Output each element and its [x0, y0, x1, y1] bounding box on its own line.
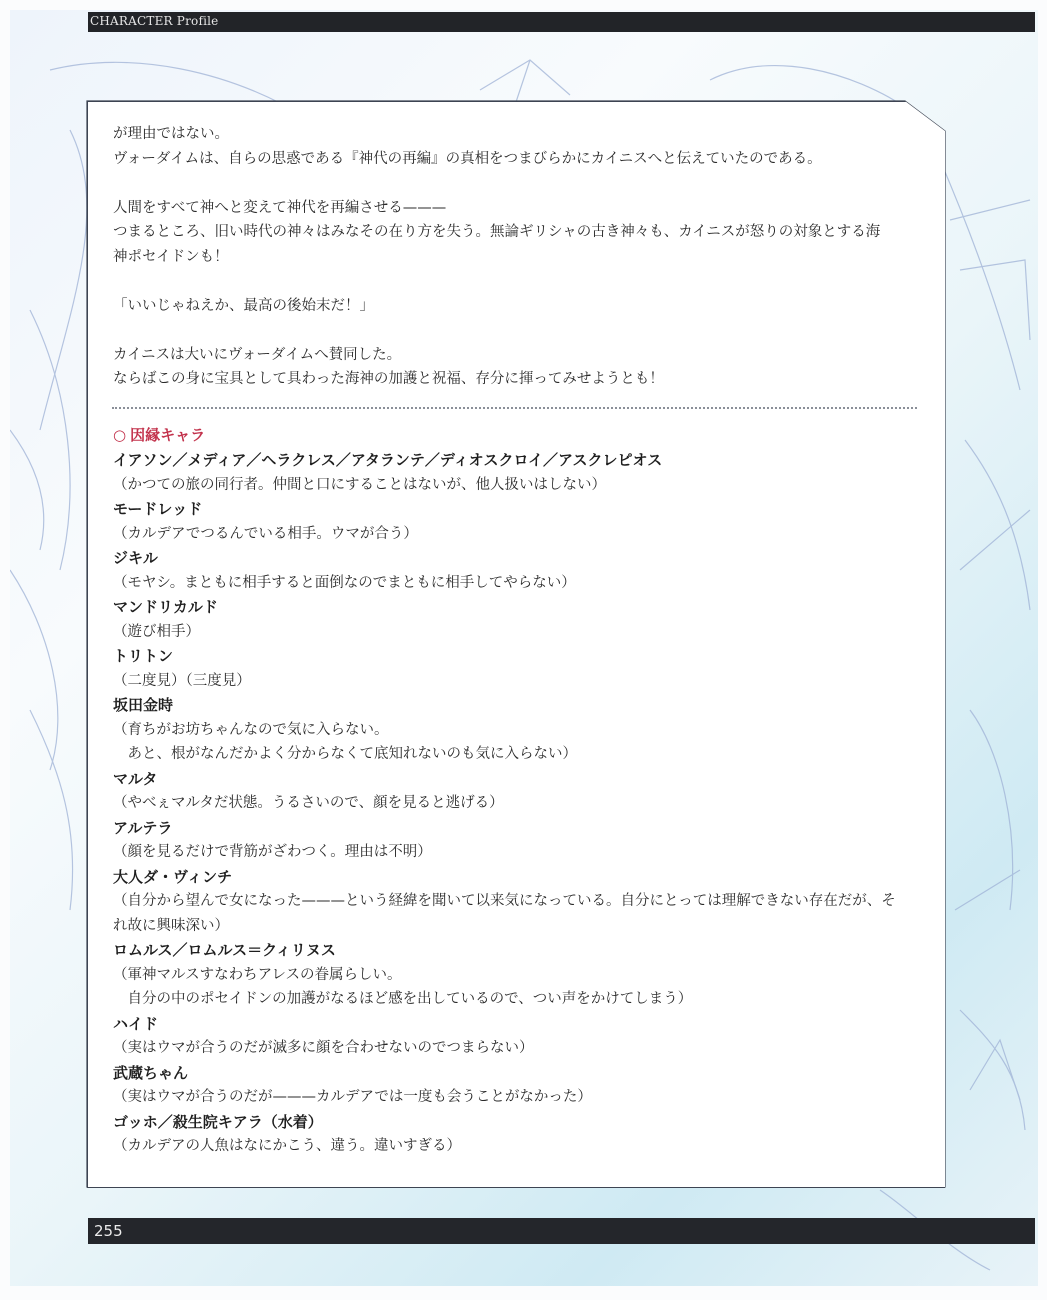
relation-name: 武蔵ちゃん [113, 1063, 189, 1082]
body-line: 神ポセイドンも！ [113, 248, 229, 265]
story-text [113, 122, 923, 392]
body-line: ならばこの身に宝具として具わった海神の加護と祝福、存分に揮ってみせようとも！ [113, 371, 664, 387]
relation-note: （二度見）（三度見） [113, 672, 251, 689]
relation-note: （顔を見るだけで背筋がざわつく。理由は不明） [113, 844, 432, 860]
relation-name: 坂田金時 [113, 696, 174, 714]
relation-note: （カルデアでつるんでいる相手。ウマが合う） [113, 525, 418, 542]
dotted-divider [112, 407, 917, 409]
relation-note: （軍神マルスすなわちアレスの眷属らしい。 [113, 966, 402, 983]
relation-note: （実はウマが合うのだが———カルデアでは一度も会うことがなかった） [113, 1089, 592, 1105]
body-line: 「いいじゃねえか、最高の後始末だ！」 [113, 297, 374, 314]
footer-bar [88, 1218, 1035, 1244]
body-line: カイニスは大いにヴォーダイムへ賛同した。 [113, 346, 402, 363]
page-number: 255 [94, 1222, 123, 1240]
relation-note: （育ちがお坊ちゃんなので気に入らない。 [113, 721, 389, 738]
relation-note: 自分の中のポセイドンの加護がなるほど感を出しているので、つい声をかけてしまう） [113, 991, 693, 1007]
relation-name: ジキル [113, 549, 158, 567]
relation-name: マンドリカルド [113, 598, 218, 616]
body-line: つまるところ、旧い時代の神々はみなその在り方を失う。無論ギリシャの古き神々も、カイニスが怒りの対象とする海 [113, 224, 881, 240]
relations-list [113, 448, 928, 1159]
body-line: ヴォーダイムは、自らの思惑である『神代の再編』の真相をつまびらかにカイニスへと伝えていたのである。 [113, 150, 822, 167]
paragraph-gap [113, 171, 923, 196]
relations-section [113, 424, 928, 1159]
relation-name: トリトン [113, 647, 174, 665]
relation-note: れ故に興味深い） [113, 917, 229, 934]
relation-note: （モヤシ。まともに相手すると面倒なのでまともに相手してやらない） [113, 574, 576, 591]
relation-note: （実はウマが合うのだが滅多に顔を合わせないのでつまらない） [113, 1040, 534, 1056]
relation-name: モードレッド [113, 500, 203, 518]
circle-icon: ○ [113, 426, 127, 444]
relation-note: （かつての旅の同行者。仲間と口にすることはないが、他人扱いはしない） [113, 476, 606, 493]
relation-name: アルテラ [113, 818, 173, 837]
relations-heading [113, 424, 928, 446]
relation-name: マルタ [113, 769, 158, 788]
relation-name: ゴッホ／殺生院キアラ（水着） [113, 1112, 323, 1131]
relation-name: ハイド [113, 1014, 159, 1033]
relation-name: 大人ダ・ヴィンチ [113, 867, 233, 886]
relation-note: あと、根がなんだかよく分からなくて底知れないのも気に入らない） [113, 746, 577, 762]
relation-note: （やべぇマルタだ状態。うるさいので、顔を見ると逃げる） [113, 795, 504, 811]
relation-note: （遊び相手） [113, 623, 200, 640]
relation-note: （自分から望んで女になった———という経緯を聞いて以来気になっている。自分にとっては理解できない存在だが、そ [113, 893, 896, 909]
header-title: CHARACTER Profile [90, 14, 219, 28]
relation-note: （カルデアの人魚はなにかこう、違う。違いすぎる） [113, 1138, 461, 1154]
paragraph-gap [113, 318, 923, 343]
relations-heading-text: 因縁キャラ [130, 426, 206, 444]
header-bar [88, 12, 1035, 32]
relation-name: ロムルス／ロムルス＝クィリヌス [113, 941, 336, 959]
body-line: 人間をすべて神へと変えて神代を再編させる——— [113, 199, 447, 216]
body-line: が理由ではない。 [113, 126, 229, 142]
paragraph-gap [113, 269, 923, 294]
relation-name: イアソン／メディア／ヘラクレス／アタランテ／ディオスクロイ／アスクレピオス [113, 451, 663, 469]
